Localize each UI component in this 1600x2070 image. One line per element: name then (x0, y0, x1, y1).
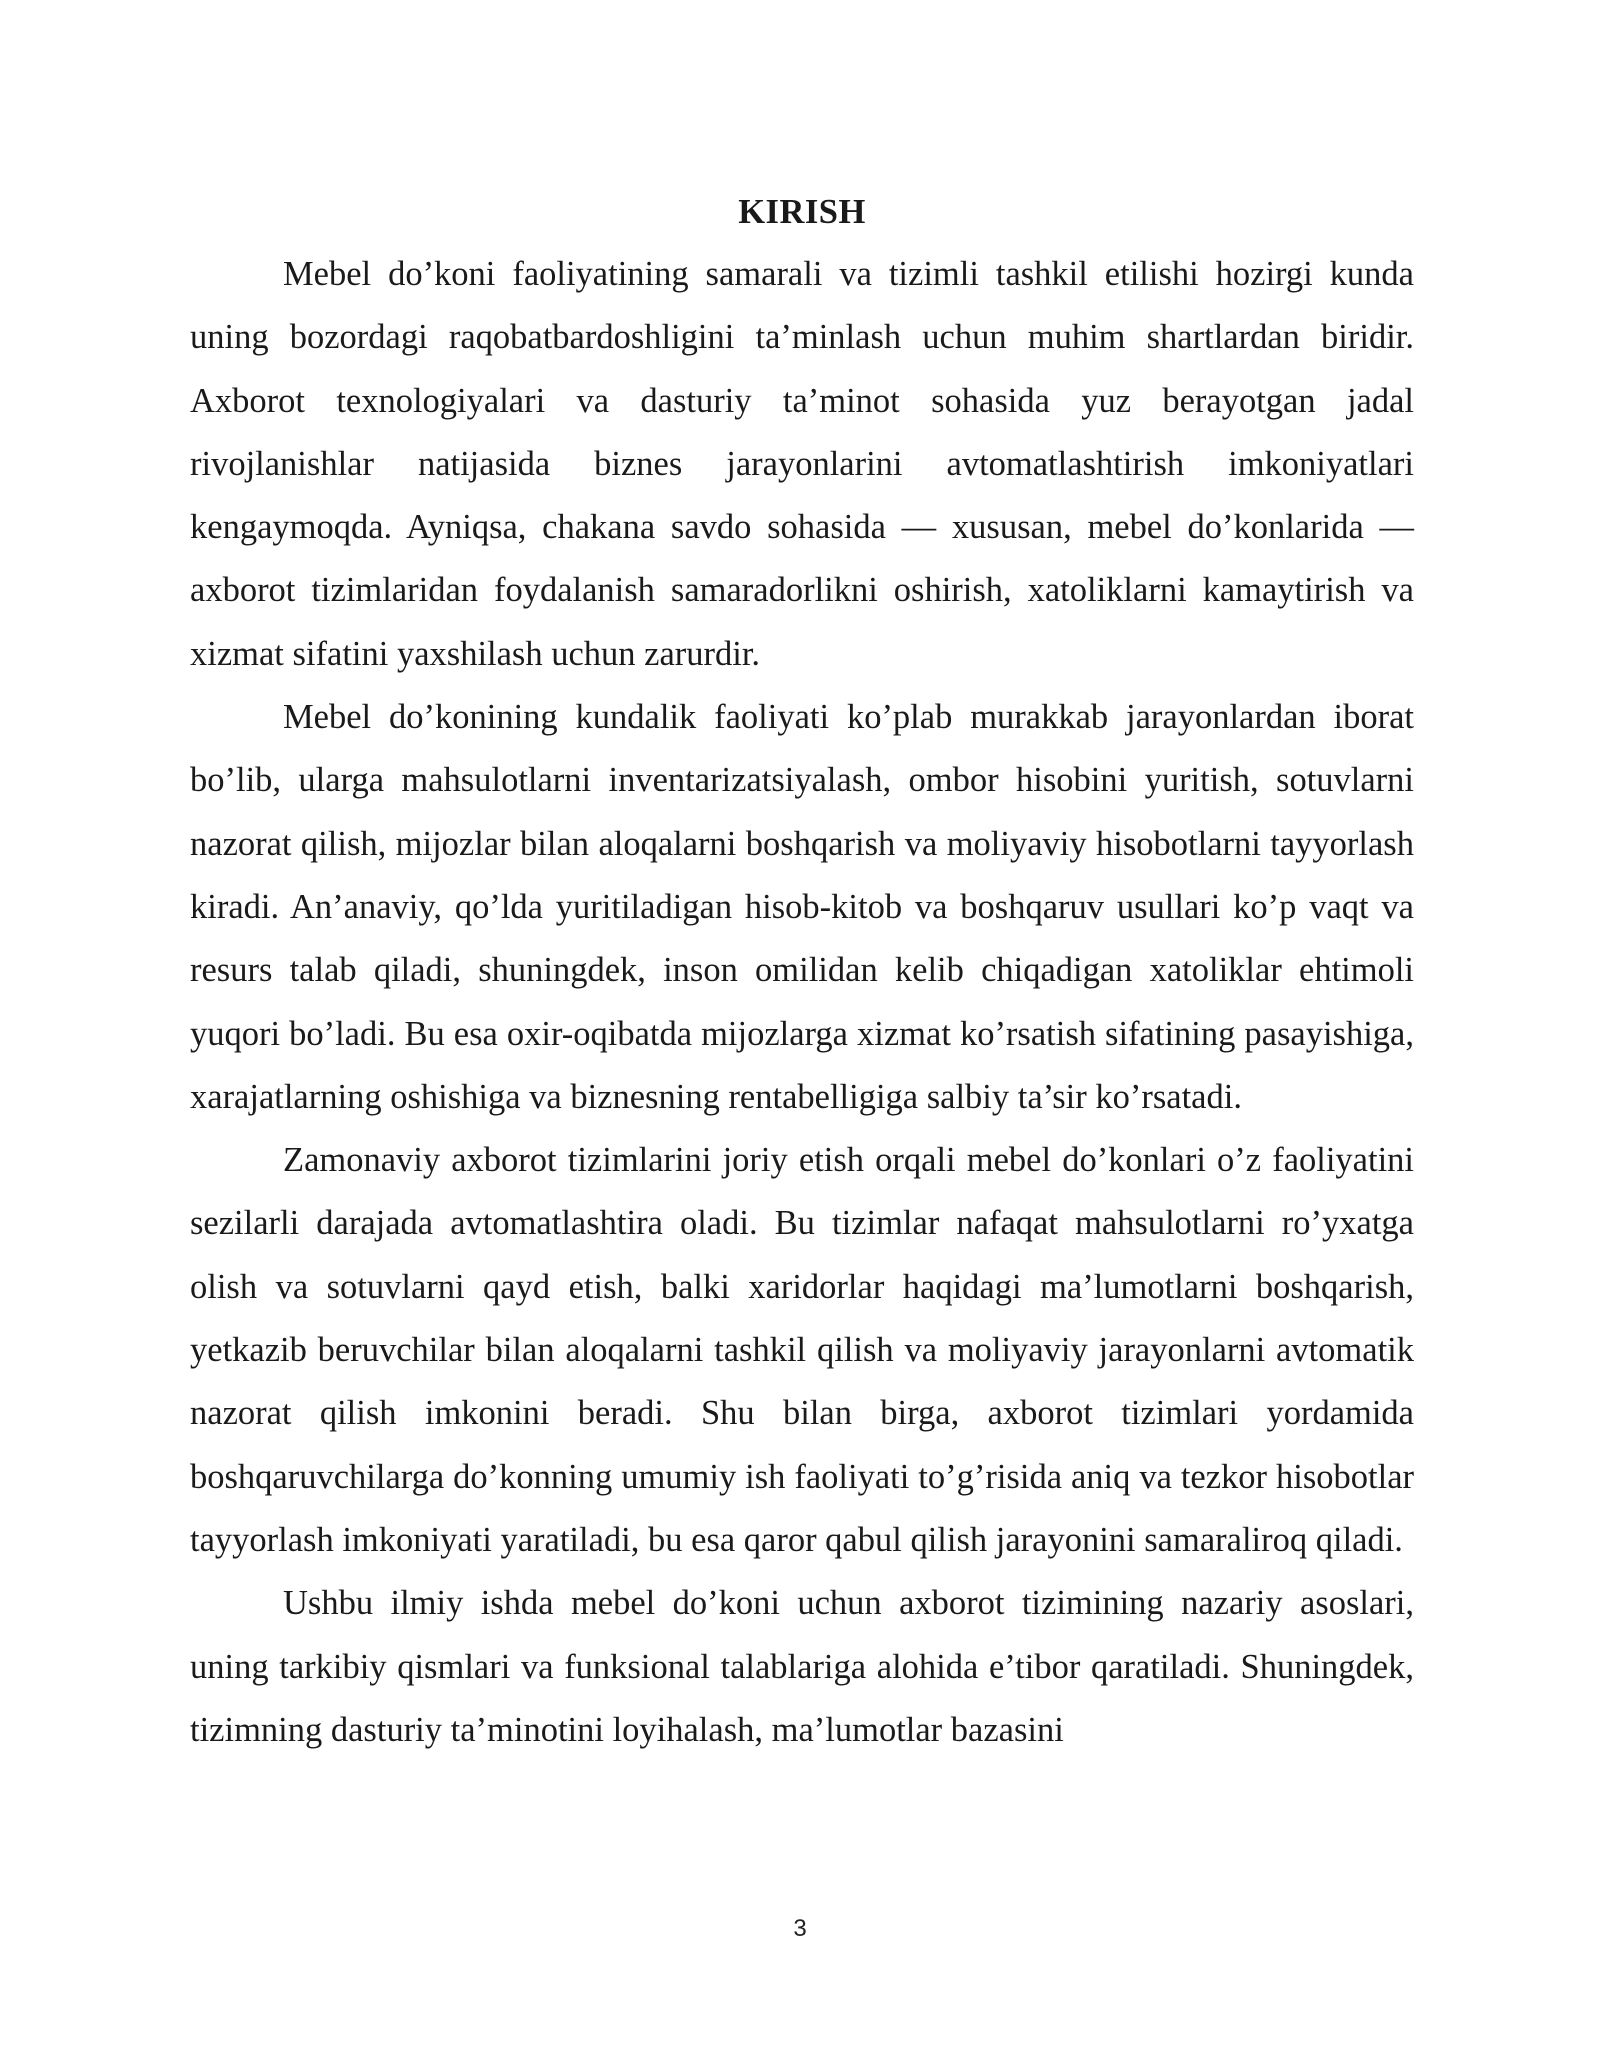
paragraph-2: Mebel do’konining kundalik faoliyati ko’plab murakkab jarayonlardan iborat bo’lib, ularga mahsulotlarni inventarizatsiyalash, ombor hisobini yuritish, sotuvlarni nazorat qilish, mijozlar bilan aloqalarni boshqarish va moliyaviy hisobotlarni tayyorlash kiradi. An’anaviy, qo’lda yuritiladigan hisob-kitob va boshqaruv usullari ko’p vaqt va resurs talab qiladi, shuningdek, inson omilidan kelib chiqadigan xatoliklar ehtimoli yuqori bo’ladi. Bu esa oxir-oqibatda mijozlarga xizmat ko’rsatish sifatining pasayishiga, xarajatlarning oshishiga va biznesning rentabelligiga salbiy ta’sir ko’rsatadi. (190, 698, 1414, 1116)
paragraph-3: Zamonaviy axborot tizimlarini joriy etish orqali mebel do’konlari o’z faoliyatini sezilarli darajada avtomatlashtira oladi. Bu tizimlar nafaqat mahsulotlarni ro’yxatga olish va sotuvlarni qayd etish, balki xaridorlar haqidagi ma’lumotlarni boshqarish, yetkazib beruvchilar bilan aloqalarni tashkil qilish va moliyaviy jarayonlarni avtomatik nazorat qilish imkonini beradi. Shu bilan birga, axborot tizimlari yordamida boshqaruvchilarga do’konning umumiy ish faoliyati to’g’risida aniq va tezkor hisobotlar tayyorlash imkoniyati yaratiladi, bu esa qaror qabul qilish jarayonini samaraliroq qiladi. (190, 1141, 1414, 1559)
page-body (190, 188, 1414, 1762)
paragraph-4: Ushbu ilmiy ishda mebel do’koni uchun axborot tizimining nazariy asoslari, uning tarkibiy qismlari va funksional talablariga alohida e’tibor qaratiladi. Shuningdek, tizimning dasturiy ta’minotini loyihalash, ma’lumotlar bazasini (190, 1584, 1414, 1749)
paragraph-1: Mebel do’koni faoliyatining samarali va tizimli tashkil etilishi hozirgi kunda uning bozordagi raqobatbardoshligini ta’minlash uchun muhim shartlardan biridir. Axborot texnologiyalari va dasturiy ta’minot sohasida yuz berayotgan jadal rivojlanishlar natijasida biznes jarayonlarini avtomatlashtirish imkoniyatlari kengaymoqda. Ayniqsa, chakana savdo sohasida — xususan, mebel do’konlarida — axborot tizimlaridan foydalanish samaradorlikni oshirish, xatoliklarni kamaytirish va xizmat sifatini yaxshilash uchun zarurdir. (190, 255, 1414, 673)
section-heading: KIRISH (738, 193, 866, 231)
page-number: 3 (793, 1915, 807, 1942)
